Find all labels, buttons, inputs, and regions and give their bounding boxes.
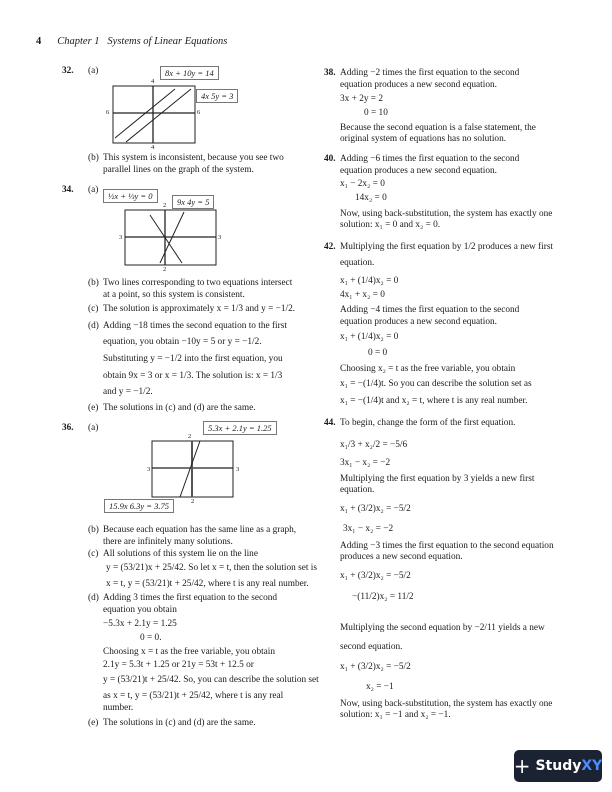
text-line: equation produces a new second equation. xyxy=(340,166,497,176)
text-line: Adding 3 times the first equation to the second xyxy=(103,593,278,603)
graph-frame xyxy=(113,86,195,143)
text-line: x₁ = −(1/4)t. So you can describe the solution set as xyxy=(340,379,532,389)
text-line: solution: x₁ = 0 and x₂ = 0. xyxy=(340,220,441,230)
running-header xyxy=(36,36,227,47)
text-line: parallel lines on the graph of the system. xyxy=(103,165,254,175)
equation-line: x₁ + (3/2)x₂ = −5/2 xyxy=(340,504,411,514)
text-line: 2.1y = 5.3t + 1.25 or 21y = 53t + 12.5 or xyxy=(103,660,254,670)
text-line: Because the second equation is a false statement, the xyxy=(340,123,536,133)
equation-label-2: 9x 4y = 5 xyxy=(172,195,214,209)
equation-line: 0 = 0 xyxy=(368,348,388,358)
text-line: second equation. xyxy=(340,642,403,652)
part-label: (c) xyxy=(88,549,99,559)
line-eq1 xyxy=(180,441,200,497)
text-line: Adding −18 times the second equation to the first xyxy=(103,321,287,331)
equation-label-1: ½x + ⅓y = 0 xyxy=(103,189,158,203)
part-label: (d) xyxy=(88,321,99,331)
equation-line: 3x₁ − x₂ = −2 xyxy=(343,524,394,534)
text-line: Multiplying the first equation by 1/2 produces a new first xyxy=(340,242,554,252)
text-line: number. xyxy=(103,703,134,713)
problem-number: 34. xyxy=(62,185,74,195)
tick-bottom: 4 xyxy=(151,144,155,151)
part-label: (b) xyxy=(88,153,99,163)
equation-line: 3x + 2y = 2 xyxy=(340,94,384,104)
text-line: To begin, change the form of the first equation. xyxy=(340,418,516,428)
equation-line: 14x₂ = 0 xyxy=(355,193,387,203)
tick-right: 3 xyxy=(218,234,222,241)
part-label: (a) xyxy=(88,423,99,433)
equation-label-1: 8x + 10y = 14 xyxy=(160,66,219,80)
text-line: Multiplying the second equation by −2/11 yields a new xyxy=(340,623,545,633)
tick-left: 3 xyxy=(119,234,123,241)
text-line: equation. xyxy=(340,258,375,268)
text-line: original system of equations has no solution. xyxy=(340,134,507,144)
text-line: −5.3x + 2.1y = 1.25 xyxy=(103,619,177,629)
text-line: Adding −6 times the first equation to the second xyxy=(340,154,520,164)
tick-top: 2 xyxy=(188,433,192,440)
text-line: equation, you obtain −10y = 5 or y = −1/2. xyxy=(103,337,262,347)
line-eq2 xyxy=(126,89,191,142)
graph-32 xyxy=(113,86,195,143)
text-line: equation. xyxy=(340,485,375,495)
text-line: Multiplying the first equation by 3 yields a new first xyxy=(340,474,535,484)
text-line: Adding −3 times the first equation to the second equation xyxy=(340,541,554,551)
problem-number: 36. xyxy=(62,423,74,433)
equation-label-1: 5.3x + 2.1y = 1.25 xyxy=(203,421,277,435)
page-number: 4 xyxy=(36,36,42,47)
text-line: 0 = 0. xyxy=(140,633,162,643)
text-line: Choosing x = t as the free variable, you obtain xyxy=(103,647,276,657)
part-label: (e) xyxy=(88,403,99,413)
text-line: This system is inconsistent, because you see two xyxy=(103,153,284,163)
text-line: All solutions of this system lie on the line xyxy=(103,549,258,559)
text-line: Because each equation has the same line as a graph, xyxy=(103,525,297,535)
text-line: Adding −2 times the first equation to the second xyxy=(340,68,520,78)
equation-line: 4x₁ + x₂ = 0 xyxy=(340,290,385,300)
equation-label-2: 15.9x 6.3y = 3.75 xyxy=(104,499,174,513)
part-label: (e) xyxy=(88,718,99,728)
part-label: (d) xyxy=(88,593,99,603)
line-eq1 xyxy=(150,215,182,263)
chapter-label: Chapter 1 xyxy=(57,36,100,47)
tick-bottom: 2 xyxy=(163,266,167,273)
text-line: x₁ = −(1/4)t and x₂ = t, where t is any real number. xyxy=(340,396,528,406)
text-line: The solution is approximately x = 1/3 and y = −1/2. xyxy=(103,304,296,314)
tick-left: 3 xyxy=(147,466,151,473)
part-label: (b) xyxy=(88,278,99,288)
text-line: y = (53/21)t + 25/42. So, you can describe the solution set xyxy=(103,675,319,685)
problem-number: 38. xyxy=(324,68,336,78)
tick-right: 3 xyxy=(236,466,240,473)
equation-line: 0 = 10 xyxy=(364,108,388,118)
text-line: as x = t, y = (53/21)t + 25/42, where t is any real xyxy=(103,691,284,701)
text-line: there are infinitely many solutions. xyxy=(103,537,233,547)
equation-label-2: 4x 5y = 3 xyxy=(196,89,238,103)
text-line: Now, using back-substitution, the system has exactly one xyxy=(340,209,553,219)
tick-top: 4 xyxy=(151,78,155,85)
part-label: (c) xyxy=(88,304,99,314)
logo-text: Study xyxy=(535,758,582,774)
tick-top: 2 xyxy=(163,202,167,209)
text-line: solution: x₁ = −1 and x₂ = −1. xyxy=(340,710,451,720)
text-line: produces a new second equation. xyxy=(340,552,463,562)
text-line: Substituting y = −1/2 into the first equation, you xyxy=(103,354,283,364)
chapter-title: Systems of Linear Equations xyxy=(107,36,228,47)
text-line: The solutions in (c) and (d) are the same. xyxy=(103,718,256,728)
problem-number: 40. xyxy=(324,154,336,164)
text-line: at a point, so this system is consistent. xyxy=(103,290,245,300)
studyxy-logo xyxy=(514,750,602,782)
equation-line: x₁ + (3/2)x₂ = −5/2 xyxy=(340,571,411,581)
equation-line: x₁ + (1/4)x₂ = 0 xyxy=(340,276,399,286)
equation-line: x₁ + (1/4)x₂ = 0 xyxy=(340,332,399,342)
text-line: y = (53/21)x + 25/42. So let x = t, then the solution set is xyxy=(106,563,317,573)
text-line: The solutions in (c) and (d) are the same. xyxy=(103,403,256,413)
logo-text-accent: XY xyxy=(581,758,603,774)
problem-number: 32. xyxy=(62,66,74,76)
text-line: Choosing x₂ = t as the free variable, you obtain xyxy=(340,364,516,374)
text-line: equation produces a new second equation. xyxy=(340,317,497,327)
text-line: Two lines corresponding to two equations intersect xyxy=(103,278,293,288)
equation-line: x₁ + (3/2)x₂ = −5/2 xyxy=(340,662,411,672)
text-line: obtain 9x = 3 or x = 1/3. The solution is: x = 1/3 xyxy=(103,371,283,381)
part-label: (b) xyxy=(88,525,99,535)
text-line: equation you obtain xyxy=(103,605,177,615)
equation-line: x₁ − 2x₂ = 0 xyxy=(340,179,385,189)
part-label: (a) xyxy=(88,185,99,195)
text-line: x = t, y = (53/21)t + 25/42, where t is any real number. xyxy=(106,579,309,589)
equation-line: 3x₁ − x₂ = −2 xyxy=(340,458,391,468)
tick-right: 6 xyxy=(197,109,201,116)
graph-36 xyxy=(152,441,233,497)
text-line: Now, using back-substitution, the system has exactly one xyxy=(340,699,553,709)
equation-line: x₂ = −1 xyxy=(366,682,394,692)
part-label: (a) xyxy=(88,66,99,76)
graph-34 xyxy=(125,210,216,265)
tick-left: 6 xyxy=(106,109,110,116)
text-line: and y = −1/2. xyxy=(103,387,153,397)
equation-line: x₁/3 + x₂/2 = −5/6 xyxy=(340,440,408,450)
plus-icon: + xyxy=(513,754,531,778)
problem-number: 42. xyxy=(324,242,336,252)
equation-line: −(11/2)x₂ = 11/2 xyxy=(352,592,414,602)
problem-number: 44. xyxy=(324,418,336,428)
tick-bottom: 2 xyxy=(191,498,195,505)
text-line: equation produces a new second equation. xyxy=(340,80,497,90)
text-line: Adding −4 times the first equation to the second xyxy=(340,305,520,315)
